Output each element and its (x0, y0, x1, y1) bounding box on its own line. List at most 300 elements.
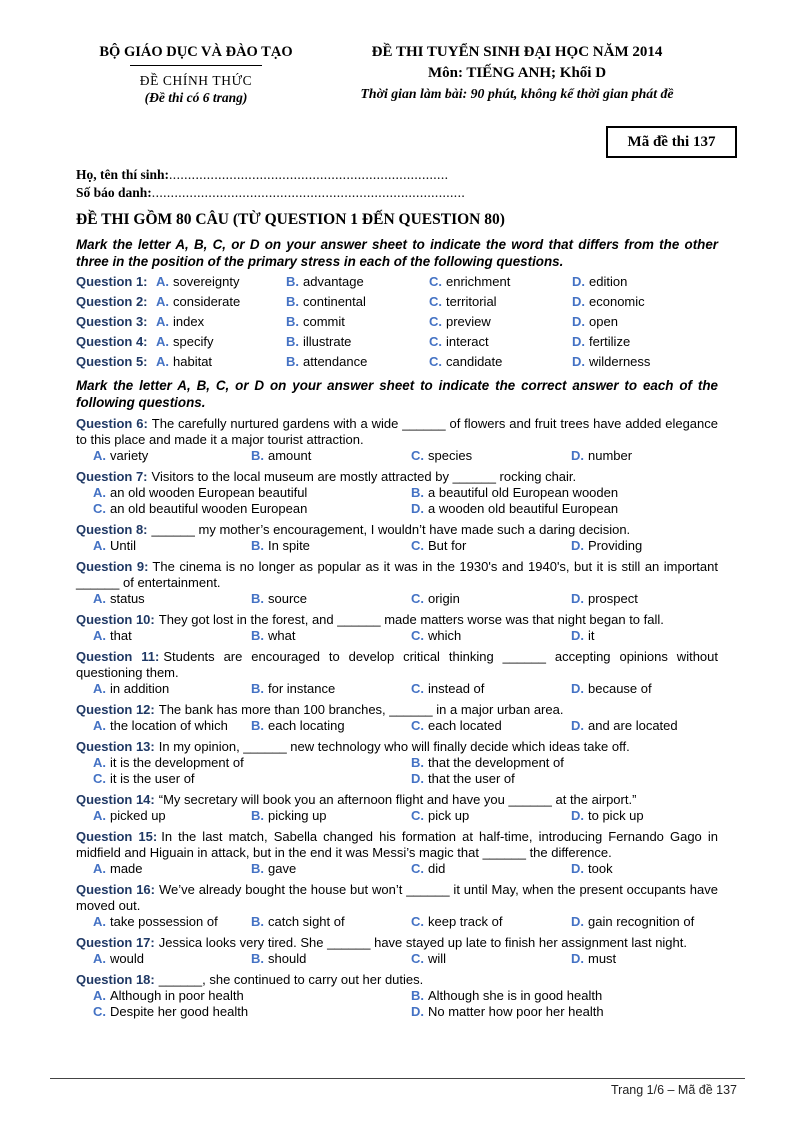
option-text: wilderness (589, 354, 651, 369)
option-letter: B. (286, 294, 299, 309)
option-letter: C. (411, 538, 424, 553)
option-text: for instance (268, 681, 336, 696)
option-C (429, 334, 572, 350)
question-block (76, 792, 718, 824)
option-text: each locating (268, 718, 345, 733)
option-letter: B. (251, 808, 264, 823)
option-letter: A. (93, 988, 106, 1003)
option-B (251, 951, 411, 967)
option-letter: A. (93, 448, 106, 463)
option-letter: D. (572, 314, 585, 329)
option-letter: A. (156, 274, 169, 289)
question-text: In my opinion, ______ new technology who will finally decide which ideas take off. (158, 739, 630, 754)
option-D (411, 501, 718, 517)
option-letter: C. (411, 591, 424, 606)
options (76, 448, 718, 464)
option-text: and are located (588, 718, 678, 733)
option-text: index (173, 314, 205, 329)
option-letter: C. (93, 501, 106, 516)
option-letter: A. (93, 755, 106, 770)
option-letter: D. (411, 1004, 424, 1019)
option-text: which (428, 628, 462, 643)
question-label: Question 3: (76, 314, 148, 329)
option-C (411, 681, 571, 697)
options (76, 861, 718, 877)
question-row (76, 354, 718, 370)
question-label: Question 8: (76, 522, 148, 537)
option-letter: B. (286, 314, 299, 329)
option-text: each located (428, 718, 502, 733)
question-stem (76, 882, 718, 914)
option-letter: C. (429, 334, 442, 349)
option-C (411, 628, 571, 644)
option-letter: D. (571, 628, 584, 643)
option-text: prospect (588, 591, 638, 606)
option-text: source (268, 591, 308, 606)
option-text: a wooden old beautiful European (428, 501, 619, 516)
question-block (76, 829, 718, 877)
option-A (93, 755, 411, 771)
option-D (571, 448, 718, 464)
option-text: made (110, 861, 143, 876)
options (76, 485, 718, 517)
question-text: ______ my mother’s encouragement, I wouldn’t have made such a daring decision. (151, 522, 631, 537)
option-text: amount (268, 448, 312, 463)
option-C (429, 314, 572, 330)
exam-subject: Môn: TIẾNG ANH; Khối D (427, 65, 607, 81)
option-text: fertilize (589, 334, 631, 349)
option-C (411, 448, 571, 464)
option-text: an old beautiful wooden European (110, 501, 308, 516)
question-block (76, 935, 718, 967)
option-letter: B. (251, 914, 264, 929)
option-text: continental (303, 294, 366, 309)
option-D (571, 591, 718, 607)
question-stem (76, 612, 718, 628)
option-D (571, 951, 718, 967)
options (76, 681, 718, 697)
question-label: Question 11: (76, 649, 160, 664)
option-letter: A. (93, 538, 106, 553)
question-label: Question 7: (76, 469, 148, 484)
question-stem (76, 702, 718, 718)
option-text: that (110, 628, 132, 643)
question-stem (76, 522, 718, 538)
option-letter: D. (411, 501, 424, 516)
option-letter: D. (571, 861, 584, 876)
option-text: because of (588, 681, 652, 696)
question-label: Question 1: (76, 274, 148, 289)
option-D (571, 681, 718, 697)
option-A (156, 334, 286, 350)
option-text: species (428, 448, 473, 463)
option-text: variety (110, 448, 149, 463)
question-text: In the last match, Sabella changed his formation at half-time, introducing Fernando Gago in midfield and Higuain in attack, but in the end it was Messi’s magic that ______ the difference. (76, 829, 718, 860)
options (76, 914, 718, 930)
option-C (93, 501, 411, 517)
option-text: edition (589, 274, 628, 289)
option-A (93, 861, 251, 877)
question-block (76, 972, 718, 1020)
option-letter: D. (571, 951, 584, 966)
options (76, 538, 718, 554)
question-text: The carefully nurtured gardens with a wide ______ of flowers and fruit trees have added elegance to this place and made it a major tourist attraction. (76, 416, 718, 447)
options (76, 755, 718, 787)
option-B (251, 628, 411, 644)
option-text: gain recognition of (588, 914, 695, 929)
option-B (286, 354, 429, 370)
question-text: “My secretary will book you an afternoon flight and have you ______ at the airport.” (158, 792, 637, 807)
option-letter: D. (571, 591, 584, 606)
option-D (411, 1004, 718, 1020)
option-text: instead of (428, 681, 485, 696)
option-text: Although she is in good health (428, 988, 603, 1003)
option-letter: B. (411, 988, 424, 1003)
option-A (93, 591, 251, 607)
option-text: must (588, 951, 617, 966)
option-C (429, 274, 572, 290)
option-letter: A. (156, 294, 169, 309)
option-D (571, 808, 718, 824)
pages-note: (Đề thi có 6 trang) (144, 90, 248, 105)
question-label: Question 16: (76, 882, 155, 897)
question-text: Jessica looks very tired. She ______ have stayed up late to finish her assignment last night. (158, 935, 687, 950)
options (76, 951, 718, 967)
option-text: Despite her good health (110, 1004, 249, 1019)
question-block (76, 882, 718, 930)
option-letter: C. (429, 274, 442, 289)
option-A (93, 718, 251, 734)
option-letter: B. (251, 861, 264, 876)
option-letter: A. (93, 718, 106, 733)
footer-rule (50, 1078, 745, 1079)
option-B (251, 681, 411, 697)
question-stem (76, 649, 718, 681)
question-label: Question 14: (76, 792, 155, 807)
option-B (251, 808, 411, 824)
option-letter: B. (286, 274, 299, 289)
option-B (286, 274, 429, 290)
option-B (411, 485, 718, 501)
question-block (76, 649, 718, 697)
question-row (76, 294, 718, 310)
option-A (93, 988, 411, 1004)
question-block (76, 612, 718, 644)
option-text: number (588, 448, 633, 463)
option-A (156, 294, 286, 310)
option-A (156, 354, 286, 370)
candidate-info (76, 166, 718, 201)
option-D (572, 274, 718, 290)
option-letter: C. (93, 771, 106, 786)
option-letter: A. (156, 334, 169, 349)
option-text: will (428, 951, 447, 966)
option-letter: D. (571, 448, 584, 463)
option-C (93, 1004, 411, 1020)
option-D (572, 334, 718, 350)
option-text: that the user of (428, 771, 515, 786)
option-text: territorial (446, 294, 497, 309)
option-text: enrichment (446, 274, 511, 289)
option-text: illustrate (303, 334, 352, 349)
option-text: economic (589, 294, 645, 309)
option-letter: B. (251, 591, 264, 606)
option-letter: C. (411, 448, 424, 463)
option-C (411, 718, 571, 734)
option-letter: C. (411, 718, 424, 733)
question-row (76, 274, 718, 290)
option-text: origin (428, 591, 460, 606)
option-text: considerate (173, 294, 241, 309)
candidate-name-dotted-line: .......................................................................... (169, 167, 449, 182)
question-block (76, 469, 718, 517)
option-text: preview (446, 314, 491, 329)
option-B (251, 861, 411, 877)
option-text: a beautiful old European wooden (428, 485, 619, 500)
option-letter: C. (411, 951, 424, 966)
option-letter: A. (156, 354, 169, 369)
option-A (93, 538, 251, 554)
option-A (93, 628, 251, 644)
option-C (429, 354, 572, 370)
option-A (93, 681, 251, 697)
question-block (76, 416, 718, 464)
option-text: would (110, 951, 144, 966)
option-text: an old wooden European beautiful (110, 485, 308, 500)
option-D (572, 294, 718, 310)
option-letter: D. (572, 354, 585, 369)
option-C (429, 294, 572, 310)
option-A (93, 485, 411, 501)
option-text: commit (303, 314, 345, 329)
option-text: advantage (303, 274, 364, 289)
option-text: habitat (173, 354, 213, 369)
option-text: gave (268, 861, 297, 876)
option-B (251, 591, 411, 607)
option-text: interact (446, 334, 489, 349)
option-text: attendance (303, 354, 368, 369)
option-letter: D. (572, 294, 585, 309)
option-letter: A. (93, 485, 106, 500)
question-block (76, 739, 718, 787)
question-label: Question 18: (76, 972, 155, 987)
option-letter: D. (571, 681, 584, 696)
option-B (286, 294, 429, 310)
official-exam-label: ĐỀ CHÍNH THỨC (139, 73, 253, 88)
option-text: what (268, 628, 296, 643)
question-stem (76, 469, 718, 485)
exam-body (76, 237, 718, 1020)
option-text: should (268, 951, 307, 966)
option-text: it is the user of (110, 771, 195, 786)
question-label: Question 4: (76, 334, 148, 349)
option-text: picked up (110, 808, 166, 823)
question-stem (76, 416, 718, 448)
option-letter: B. (251, 951, 264, 966)
option-letter: B. (251, 718, 264, 733)
question-block (76, 702, 718, 734)
option-letter: D. (571, 914, 584, 929)
candidate-id-row (76, 184, 718, 202)
section-title: ĐỀ THI GỒM 80 CÂU (TỪ QUESTION 1 ĐẾN QUESTION 80) (76, 211, 505, 228)
option-letter: D. (571, 718, 584, 733)
question-block (76, 559, 718, 607)
option-letter: C. (411, 681, 424, 696)
option-letter: D. (572, 334, 585, 349)
option-A (156, 314, 286, 330)
option-letter: B. (286, 354, 299, 369)
question-label: Question 12: (76, 702, 155, 717)
option-B (251, 914, 411, 930)
question-block (76, 522, 718, 554)
option-C (411, 914, 571, 930)
question-stem (76, 792, 718, 808)
question-text: The cinema is no longer as popular as it was in the 1930's and 1940's, but it is still an important ______ of entertainment. (76, 559, 718, 590)
question-stem (76, 559, 718, 591)
options (76, 628, 718, 644)
option-text: took (588, 861, 613, 876)
option-text: the location of which (110, 718, 228, 733)
options (76, 808, 718, 824)
question-label: Question 2: (76, 294, 148, 309)
option-letter: A. (156, 314, 169, 329)
question-label: Question 17: (76, 935, 155, 950)
option-B (411, 988, 718, 1004)
option-text: keep track of (428, 914, 503, 929)
option-D (571, 914, 718, 930)
question-text: Visitors to the local museum are mostly attracted by ______ rocking chair. (151, 469, 577, 484)
option-text: pick up (428, 808, 470, 823)
options (76, 591, 718, 607)
option-B (251, 538, 411, 554)
option-text: Until (110, 538, 137, 553)
question-text: The bank has more than 100 branches, ______ in a major urban area. (158, 702, 564, 717)
option-text: to pick up (588, 808, 644, 823)
option-A (93, 448, 251, 464)
question-label: Question 5: (76, 354, 148, 369)
option-C (411, 538, 571, 554)
ministry-underline (130, 65, 262, 66)
option-text: picking up (268, 808, 327, 823)
header-right (316, 44, 718, 106)
option-letter: C. (429, 314, 442, 329)
option-letter: B. (411, 485, 424, 500)
instruction: Mark the letter A, B, C, or D on your answer sheet to indicate the correct answer to each of the following questions. (76, 378, 718, 410)
option-C (411, 861, 571, 877)
question-row (76, 334, 718, 350)
option-D (571, 628, 718, 644)
option-letter: C. (411, 808, 424, 823)
option-B (286, 314, 429, 330)
option-letter: C. (429, 354, 442, 369)
option-letter: C. (93, 1004, 106, 1019)
exam-duration: Thời gian làm bài: 90 phút, không kể thời gian phát đề (360, 86, 674, 101)
question-stem (76, 829, 718, 861)
option-letter: B. (251, 448, 264, 463)
option-text: Although in poor health (110, 988, 244, 1003)
option-C (411, 808, 571, 824)
option-letter: D. (571, 808, 584, 823)
option-C (411, 591, 571, 607)
option-B (411, 755, 718, 771)
option-text: candidate (446, 354, 503, 369)
option-D (571, 718, 718, 734)
option-text: But for (428, 538, 467, 553)
option-D (572, 314, 718, 330)
option-A (93, 808, 251, 824)
exam-title: ĐỀ THI TUYỂN SINH ĐẠI HỌC NĂM 2014 (371, 44, 663, 60)
option-B (251, 448, 411, 464)
option-text: catch sight of (268, 914, 345, 929)
option-text: that the development of (428, 755, 564, 770)
option-letter: C. (411, 914, 424, 929)
option-C (93, 771, 411, 787)
header-left (76, 44, 316, 106)
page-number: Trang 1/6 – Mã đề 137 (610, 1083, 737, 1097)
option-A (156, 274, 286, 290)
question-stem (76, 739, 718, 755)
option-letter: C. (411, 628, 424, 643)
option-letter: B. (411, 755, 424, 770)
question-label: Question 10: (76, 612, 155, 627)
option-letter: A. (93, 951, 106, 966)
option-D (572, 354, 718, 370)
exam-code-box: Mã đề thi 137 (606, 126, 737, 158)
option-text: it is the development of (110, 755, 244, 770)
option-text: in addition (110, 681, 170, 696)
option-letter: D. (572, 274, 585, 289)
option-text: status (110, 591, 145, 606)
option-D (411, 771, 718, 787)
option-letter: C. (429, 294, 442, 309)
question-text: ______, she continued to carry out her duties. (158, 972, 424, 987)
page-header (76, 44, 718, 106)
question-stem (76, 935, 718, 951)
candidate-name-label: Họ, tên thí sinh: (76, 167, 170, 182)
question-text: We’ve already bought the house but won’t ______ it until May, when the present occupants have moved out. (76, 882, 718, 913)
candidate-id-label: Số báo danh: (76, 184, 152, 200)
option-text: sovereignty (173, 274, 240, 289)
option-D (571, 861, 718, 877)
option-B (251, 718, 411, 734)
option-letter: A. (93, 861, 106, 876)
option-letter: A. (93, 591, 106, 606)
option-A (93, 951, 251, 967)
question-text: Students are encouraged to develop critical thinking ______ accepting opinions without questioning them. (76, 649, 719, 680)
option-letter: B. (251, 628, 264, 643)
option-D (571, 538, 718, 554)
option-letter: D. (571, 538, 584, 553)
option-letter: A. (93, 808, 106, 823)
option-text: No matter how poor her health (428, 1004, 604, 1019)
instruction: Mark the letter A, B, C, or D on your answer sheet to indicate the word that differs from the other three in the position of the primary stress in each of the following questions. (76, 237, 718, 269)
option-text: In spite (268, 538, 310, 553)
option-letter: D. (411, 771, 424, 786)
option-text: specify (173, 334, 214, 349)
option-C (411, 951, 571, 967)
option-text: it (588, 628, 595, 643)
question-label: Question 9: (76, 559, 149, 574)
options (76, 718, 718, 734)
option-letter: A. (93, 914, 106, 929)
ministry-title: BỘ GIÁO DỤC VÀ ĐÀO TẠO (99, 44, 293, 60)
question-row (76, 314, 718, 330)
option-letter: C. (411, 861, 424, 876)
option-text: Providing (588, 538, 643, 553)
question-label: Question 6: (76, 416, 148, 431)
options (76, 988, 718, 1020)
option-text: open (589, 314, 618, 329)
